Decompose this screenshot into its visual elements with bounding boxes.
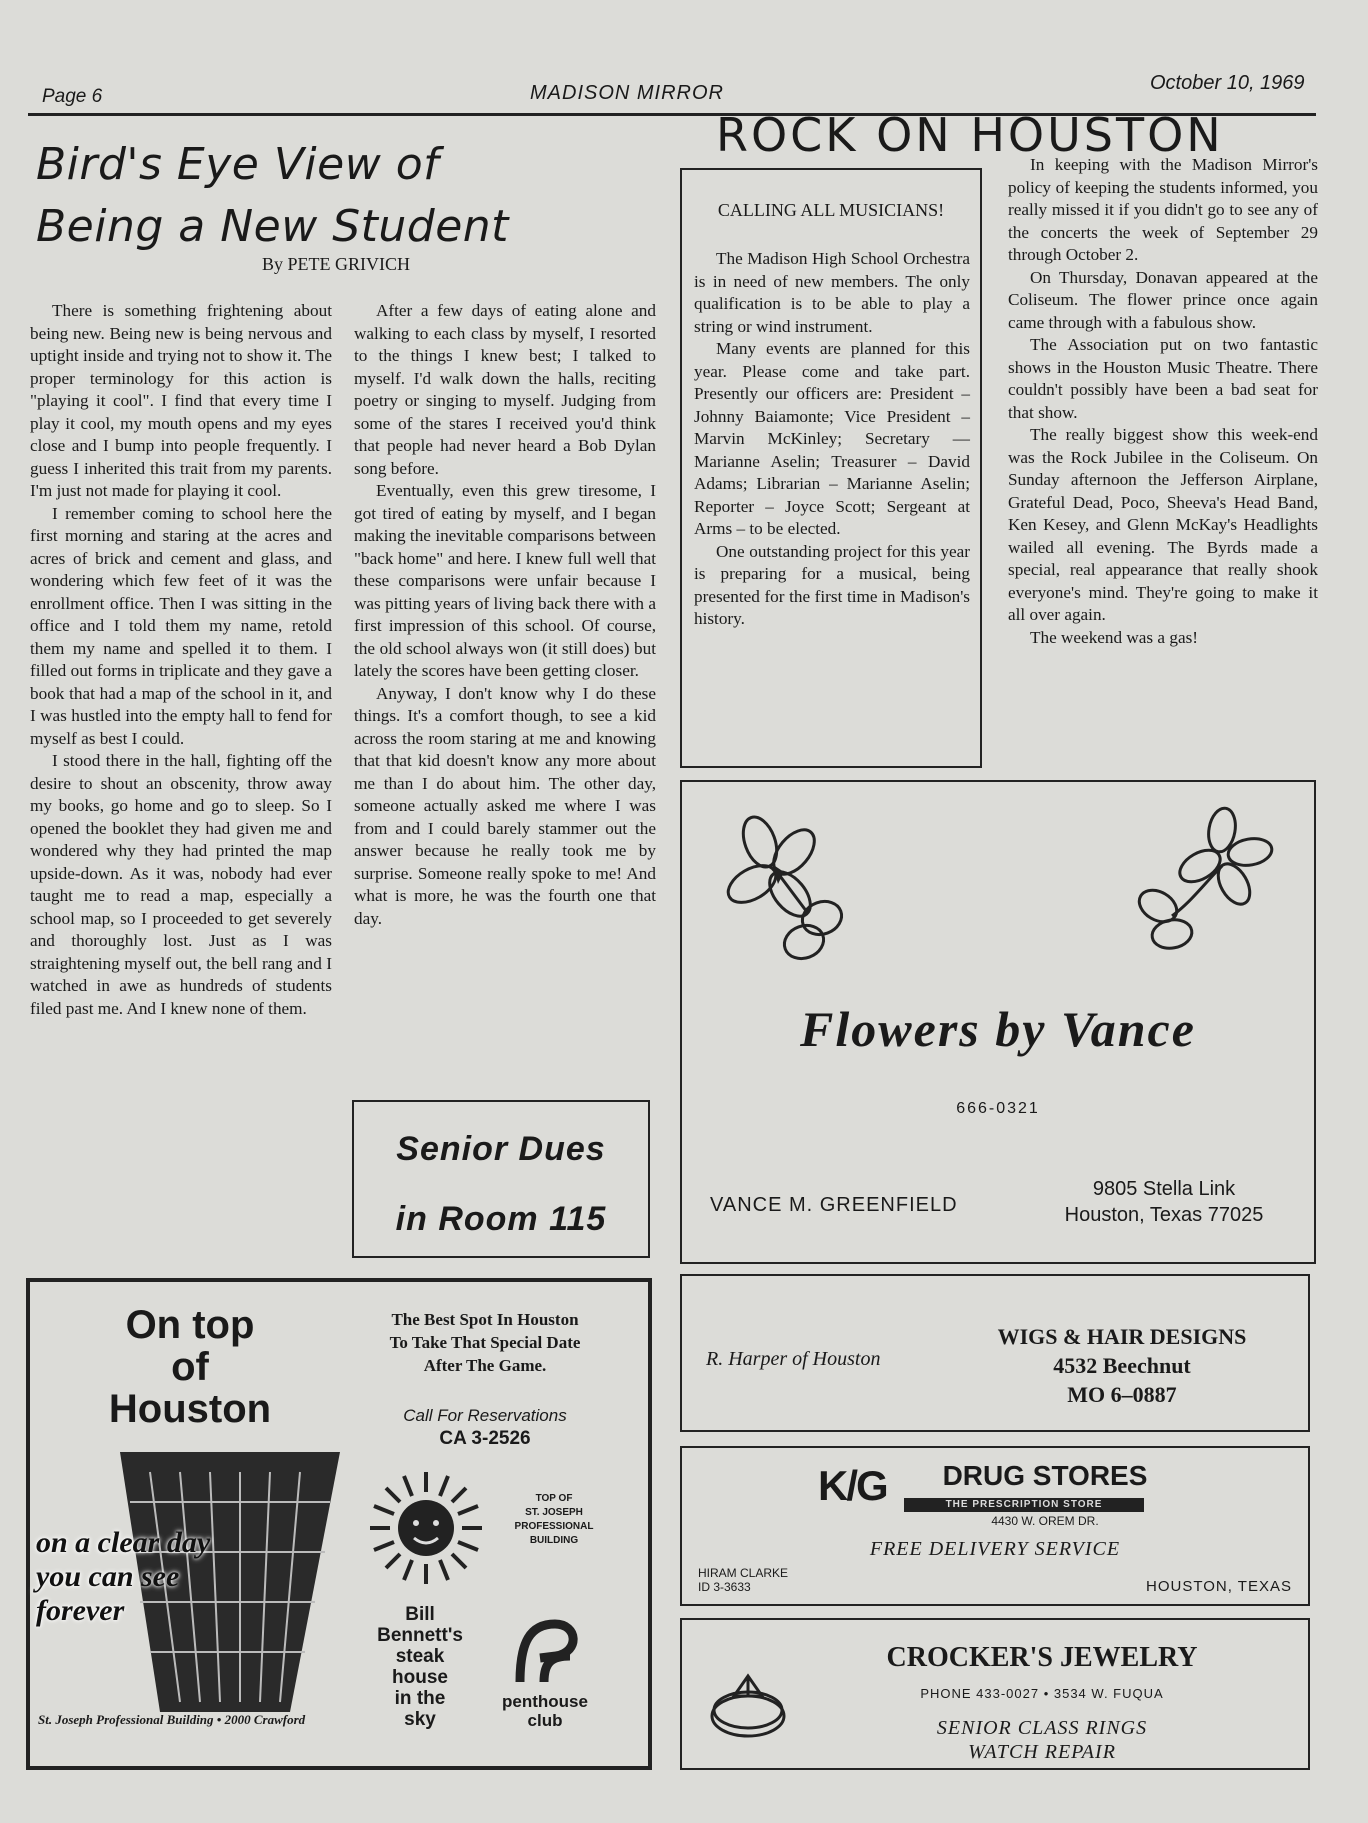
flower-left-icon xyxy=(712,802,872,962)
issue-date: October 10, 1969 xyxy=(1150,72,1305,94)
ontop-building-line-1: TOP OF xyxy=(535,1493,573,1504)
senior-dues-box xyxy=(352,1100,650,1258)
ontop-building-line-3: PROFESSIONAL xyxy=(514,1521,594,1532)
drug-left-line-1: HIRAM CLARKE xyxy=(698,1566,789,1580)
penthouse-logo-icon xyxy=(500,1612,590,1692)
ontop-title xyxy=(100,1304,280,1430)
ontop-tagline-line-1: The Best Spot In Houston xyxy=(391,1310,579,1329)
musicians-paragraph: The Madison High School Orchestra is in need of new members. The only qualification is to be able to play a string or wind instrument. xyxy=(694,249,970,336)
article-paragraph: There is something frightening about being new. Being new is being nervous and uptight inside and trying not to show it. The proper terminology for this action is "playing it cool". I find that every time I play it cool, my mouth opens and my eyes close and I bump into people frequently. I guess I inherited this trait from my parents. I'm just not made for playing it cool. xyxy=(30,301,332,500)
article-paragraph: Eventually, even this grew tiresome, I got tired of eating by myself, and I began making the inevitable comparisons between "back home" and here. I knew full well that these comparisons were unfair because I was pitting years of living back there with a first impression of this school. Of course, the old school always won (it still does) but lately the scores have been getting closer. xyxy=(354,481,656,680)
article-paragraph: I stood there in the hall, fighting off the desire to shout an obscenity, throw away my books, go home and go to sleep. So I opened the booklet they had given me and wondered why they had printed the map upside-down. As it was, nobody had ever taught me to read a map, especially a school map, so I proceeded to get severely and thoroughly lost. Just as I was straightening myself out, the bell rang and I watched in awe as hundreds of students filed past me. And I knew none of them. xyxy=(30,751,332,1018)
wigs-line-3: MO 6–0887 xyxy=(1067,1382,1177,1407)
article-column-2 xyxy=(354,300,656,930)
rock-paragraph: The weekend was a gas! xyxy=(1030,627,1198,647)
musicians-heading: CALLING ALL MUSICIANS! xyxy=(717,200,945,220)
flowers-ad xyxy=(680,780,1316,1264)
ontop-call: Call For Reservations xyxy=(403,1406,567,1425)
ontop-tagline-line-3: After The Game. xyxy=(423,1356,547,1375)
jewelry-ad xyxy=(680,1618,1310,1770)
ontop-penthouse xyxy=(490,1692,600,1730)
newspaper-name: MADISON MIRROR xyxy=(530,82,724,104)
senior-dues-line-1: Senior Dues xyxy=(396,1130,606,1168)
ontop-slogan xyxy=(36,1526,210,1628)
ontop-steakhouse xyxy=(370,1604,470,1730)
musicians-paragraph: One outstanding project for this year is preparing for a musical, being presented for the first time in Madison's history. xyxy=(694,541,970,628)
article-paragraph: Anyway, I don't know why I do these things. It's a comfort though, to see a kid across the room staring at me and knowing that that kid doesn't know any more about me than I do about him. The other day, someone actually asked me where I was from and I could barely stammer out the answer because he really took me by surprise. Someone really spoke to me! And what is more, he was the fourth one that day. xyxy=(354,683,656,928)
flowers-ad-owner: VANCE M. GREENFIELD xyxy=(710,1194,958,1216)
article-paragraph: After a few days of eating alone and walking to each class by myself, I resorted to the things I knew best; I talked to myself. I'd walk down the halls, reciting poetry or singing to myself. Judging from some of the stares I received you'd think that people had never heard a Bob Dylan song before. xyxy=(354,301,656,478)
ontop-title-line-2: of xyxy=(171,1345,209,1389)
senior-dues-line-2: in Room 115 xyxy=(395,1200,607,1238)
jewelry-contact: PHONE 433-0027 • 3534 W. FUQUA xyxy=(920,1686,1164,1701)
drug-city: HOUSTON, TEXAS xyxy=(1146,1578,1292,1595)
byline: By PETE GRIVICH xyxy=(262,254,410,274)
jewelry-line-2: WATCH REPAIR xyxy=(968,1741,1116,1763)
musicians-paragraph: Many events are planned for this year. Please come and take part. Presently our officers are: President – Johnny Baiamonte; Vice President – Marvin McKinley; Secretary — Marianne Aselin; Treasurer – David Adams; Librarian – Marianne Aselin; Reporter – Joyce Scott; Sergeant at Arms – to be elected. xyxy=(694,339,970,538)
musicians-body xyxy=(694,248,970,631)
ontop-building-line-2: ST. JOSEPH xyxy=(525,1507,583,1518)
rock-paragraph: The Association put on two fantastic shows in the Houston Music Theatre. There couldn't possibly have been a bad seat for that show. xyxy=(1008,335,1318,422)
ontop-steak-line-1: Bill xyxy=(405,1604,435,1625)
ontop-title-line-3: Houston xyxy=(108,1387,272,1431)
drug-address: 4430 W. OREM DR. xyxy=(991,1514,1099,1528)
wigs-text xyxy=(972,1322,1272,1409)
ontop-club-line-2: club xyxy=(527,1711,563,1730)
headline-line-1: Bird's Eye View of xyxy=(36,139,440,190)
ontop-steak-line-5: in the xyxy=(394,1688,446,1709)
drug-left xyxy=(698,1566,788,1594)
flower-right-icon xyxy=(1122,806,1282,956)
jewelry-line-1: SENIOR CLASS RINGS xyxy=(936,1717,1148,1739)
article-column-1 xyxy=(30,300,332,1020)
drug-bar: THE PRESCRIPTION STORE xyxy=(904,1498,1144,1512)
rock-on-houston-title: ROCK ON HOUSTON xyxy=(716,108,1224,162)
drug-left-line-2: ID 3-3633 xyxy=(698,1580,751,1594)
wigs-script: R. Harper of Houston xyxy=(706,1348,881,1370)
sun-logo-icon xyxy=(366,1468,486,1588)
ontop-tagline-line-2: To Take That Special Date xyxy=(389,1333,581,1352)
flowers-ad-phone: 666-0321 xyxy=(956,1100,1040,1117)
ontop-title-line-1: On top xyxy=(125,1303,255,1347)
headline-line-2: Being a New Student xyxy=(36,201,509,252)
rock-paragraph: On Thursday, Donavan appeared at the Coliseum. The flower prince once again came through with a fabulous show. xyxy=(1008,267,1318,332)
flowers-ad-address-1: 9805 Stella Link xyxy=(1092,1178,1236,1200)
rock-column xyxy=(1008,154,1318,649)
musicians-box xyxy=(680,168,982,768)
ontop-phone: CA 3-2526 xyxy=(439,1428,531,1449)
wigs-ad xyxy=(680,1274,1310,1432)
drug-stores-ad xyxy=(680,1446,1310,1606)
page-number: Page 6 xyxy=(42,86,103,107)
ontop-slogan-line-2: you can see xyxy=(36,1560,180,1593)
drug-logo: K/G xyxy=(818,1462,887,1509)
ontop-steak-line-6: sky xyxy=(404,1709,436,1730)
ontop-footer: St. Joseph Professional Building • 2000 Crawford xyxy=(38,1712,306,1727)
wigs-line-1: WIGS & HAIR DESIGNS xyxy=(997,1324,1247,1349)
ontop-slogan-line-1: on a clear day xyxy=(36,1526,211,1559)
ontop-building-line-4: BUILDING xyxy=(529,1535,579,1546)
ring-icon xyxy=(704,1666,794,1744)
flowers-ad-name: Flowers by Vance xyxy=(800,1001,1196,1057)
ontop-steak-line-2: Bennett's xyxy=(377,1625,463,1646)
article-headline xyxy=(36,134,666,258)
ontop-slogan-line-3: forever xyxy=(36,1594,125,1627)
ontop-club-line-1: penthouse xyxy=(502,1692,588,1711)
wigs-line-2: 4532 Beechnut xyxy=(1053,1353,1191,1378)
rock-paragraph: In keeping with the Madison Mirror's policy of keeping the students informed, you really missed it if you didn't go to see any of the concerts the week of September 29 through October 2. xyxy=(1008,155,1318,264)
ontop-tagline xyxy=(350,1308,620,1377)
jewelry-title: CROCKER'S JEWELRY xyxy=(886,1642,1198,1673)
ontop-steak-line-3: steak xyxy=(395,1646,445,1667)
ontop-steak-line-4: house xyxy=(392,1667,448,1688)
flowers-ad-address-2: Houston, Texas 77025 xyxy=(1064,1204,1264,1226)
rock-paragraph: The really biggest show this week-end was the Rock Jubilee in the Coliseum. On Sunday afternoon the Jefferson Airplane, Grateful Dead, Poco, Sheeva's Head Band, Ken Kesey, and Glenn McKay's Headlights wailed all evening. The Byrds made a special, real appearance that really shook everyone's mind. They're going to make it all over again. xyxy=(1008,425,1318,624)
drug-delivery: FREE DELIVERY SERVICE xyxy=(869,1538,1121,1560)
jewelry-services xyxy=(792,1716,1292,1764)
drug-title: DRUG STORES xyxy=(942,1460,1148,1491)
on-top-of-houston-ad xyxy=(26,1278,652,1770)
ontop-building xyxy=(504,1492,604,1548)
article-paragraph: I remember coming to school here the first morning and staring at the acres and acres of brick and cement and glass, and wondering which few feet of it was the enrollment office. Then I was sitting in the office and I told them my name, retold them my name and spelled it to them. I filled out forms in triplicate and they gave a book that had a map of the school in it, and I was hustled into the empty hall to fend for myself as best I could. xyxy=(30,503,332,748)
